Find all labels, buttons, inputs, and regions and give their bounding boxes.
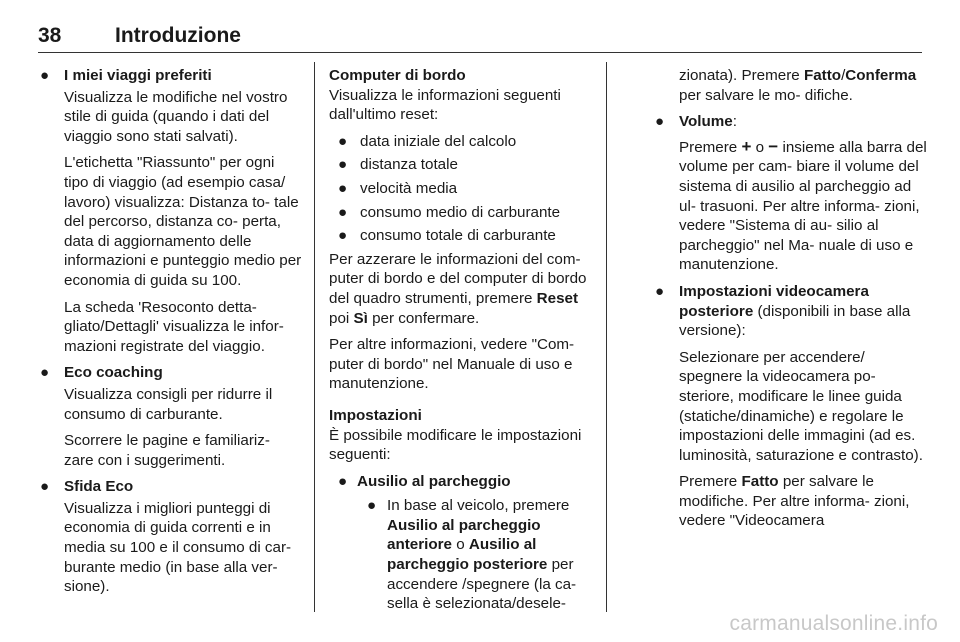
list-item (653, 282, 929, 531)
text-run: : (732, 113, 737, 131)
list-item-text: data iniziale del calcolo (360, 132, 517, 150)
column-divider-2 (606, 62, 607, 612)
list-item-text: consumo medio di carburante (360, 203, 561, 221)
reset-label: Reset (536, 289, 579, 307)
paragraph (679, 282, 929, 341)
plus-icon: + (741, 136, 752, 156)
list-item (38, 66, 302, 356)
paragraph: L'etichetta "Riassunto" per ogni tipo di viaggio (ad esempio casa/ lavoro) visualizza: Distanza to- tale del percorso, distanza co- perta, data di aggiornamento delle informazioni e punteggio medio per economia di guida su 100. (64, 154, 302, 289)
list-item-text: distanza totale (360, 156, 458, 174)
list-item (329, 179, 593, 199)
paragraph (679, 472, 929, 531)
bullet-icon: ● (338, 472, 348, 490)
paragraph: La scheda 'Resoconto detta- gliato/Dettagli' visualizza le infor- mazioni registrate del viaggio. (64, 298, 284, 355)
bullet-icon: ● (655, 282, 665, 300)
paragraph: È possibile modificare le impostazioni seguenti: (329, 426, 582, 464)
paragraph: Visualizza le modifiche nel vostro stile di guida (quando i dati del viaggio sono stati salvati). (64, 88, 288, 145)
front-parking-label: Ausilio al parcheggio anteriore (387, 516, 541, 554)
bullet-icon: ● (338, 179, 348, 197)
list-item (38, 363, 302, 470)
watermark: carmanualsonline.info (729, 612, 938, 635)
text-run: Premere (679, 473, 742, 491)
bullet-icon: ● (338, 156, 348, 174)
bullet-icon: ● (40, 67, 50, 84)
list-item-text: consumo totale di carburante (360, 227, 556, 245)
fatto-label: Fatto (803, 67, 842, 84)
bullet-icon: ● (338, 203, 348, 221)
text-run: poi (329, 309, 354, 327)
bullet-icon: ● (338, 132, 348, 150)
list-item (329, 155, 593, 175)
text-run: (disponibili in base alla versione): (679, 302, 911, 340)
paragraph: Visualizza i migliori punteggi di economia di guida correnti e in media su 100 e il consumo di car- burante medio (in base alla ver- sione). (64, 499, 292, 596)
list-item (38, 477, 302, 597)
section-heading: Impostazioni (329, 406, 422, 424)
bullet-icon: ● (40, 364, 50, 382)
text-run: per salvare le mo- difiche. (679, 86, 853, 104)
text-run: In base al veicolo, premere (387, 497, 570, 515)
list-item (329, 226, 593, 246)
text-run: Premere (679, 138, 742, 156)
column-divider-1 (314, 62, 315, 612)
page-header (38, 22, 922, 53)
bullet-icon: ● (40, 478, 50, 496)
column-3 (655, 66, 929, 538)
si-label: Sì (353, 309, 368, 327)
list-item-text: velocità media (360, 179, 458, 197)
item-title: Sfida Eco (64, 478, 134, 496)
paragraph: Visualizza consigli per ridurre il consumo di carburante. (64, 385, 273, 423)
bullet-icon: ● (338, 227, 348, 245)
list-item (329, 496, 593, 614)
text-run: Per azzerare le informazioni del com- puter di bordo e del computer di bordo del quadro strumenti, premere (329, 250, 587, 307)
bullet-icon: ● (367, 497, 377, 515)
item-title: I miei viaggi preferiti (64, 67, 212, 84)
conferma-label: Conferma (845, 67, 917, 84)
minus-icon: − (768, 136, 779, 156)
page-number: 38 (38, 24, 62, 47)
column-2 (329, 66, 593, 619)
page-title: Introduzione (115, 24, 241, 47)
paragraph: Visualizza le informazioni seguenti dall'ultimo reset: (329, 86, 561, 124)
fatto-label: Fatto (741, 473, 779, 491)
paragraph (329, 250, 593, 328)
column-1 (38, 66, 302, 604)
text-run: per accendere /spegnere (la ca- sella è selezionata/desele- (387, 556, 577, 613)
rear-parking-label: Ausilio al parcheggio posteriore (387, 536, 548, 574)
paragraph (679, 138, 929, 275)
text-run: per confermare. (367, 309, 480, 327)
bullet-icon: ● (655, 113, 665, 131)
text-run: o (452, 536, 469, 554)
paragraph (679, 66, 929, 105)
text-run: per salvare le modifiche. Per altre informa- zioni, vedere "Videocamera (679, 473, 910, 530)
list-item (329, 132, 593, 152)
text-run: o (751, 138, 769, 156)
paragraph: Selezionare per accendere/ spegnere la videocamera po- steriore, modificare le linee guida (statiche/dinamiche) e regolare le impostazioni delle immagini (ad es. luminosità, saturazione e contrasto). (679, 348, 923, 464)
paragraph: Scorrere le pagine e familiariz- zare con i suggerimenti. (64, 432, 270, 469)
paragraph: Per altre informazioni, vedere "Com- puter di bordo" nel Manuale di uso e manutenzione. (329, 336, 575, 393)
list-item (329, 472, 593, 492)
list-item (329, 203, 593, 223)
item-title: Impostazioni videocamera posteriore (679, 282, 869, 320)
section-heading: Computer di bordo (329, 67, 466, 84)
item-title: Ausilio al parcheggio (357, 472, 511, 490)
item-title: Volume (679, 113, 733, 131)
item-title: Eco coaching (64, 364, 163, 382)
text-run: insieme alla barra del volume per cam- biare il volume del sistema di ausilio al parcheggio ad ul- trasuoni. Per altre informa- zioni, vedere "Sistema di au- silio al parcheggio" nel Ma- nuale di uso e manutenzione. (679, 138, 927, 274)
text-run: / (841, 67, 846, 84)
list-item (653, 112, 929, 275)
text-run: zionata). Premere (679, 67, 804, 84)
